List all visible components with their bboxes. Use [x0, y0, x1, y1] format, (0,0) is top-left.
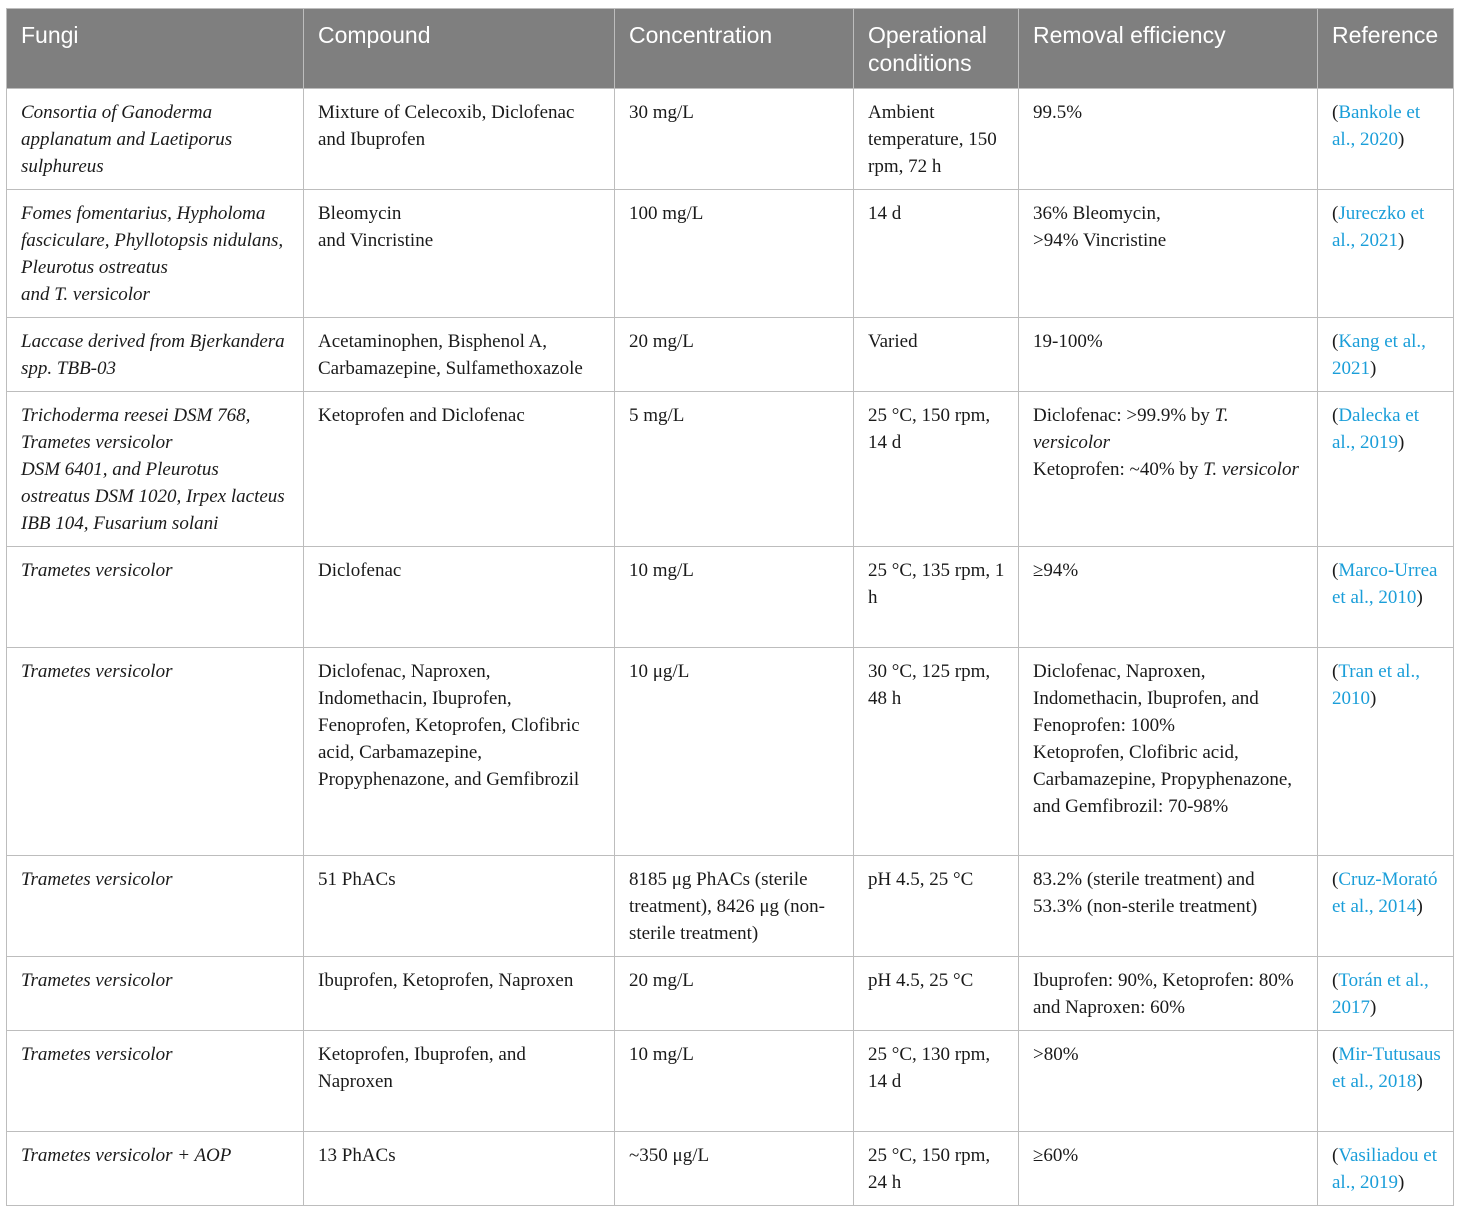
reference-link[interactable]: Marco-Urrea et al., 2010: [1332, 560, 1438, 608]
cell-fungi: Trametes versicolor: [7, 1031, 304, 1132]
header-removal-efficiency: Removal efficiency: [1019, 9, 1318, 89]
cell-compound: Diclofenac: [304, 547, 615, 648]
efficiency-text: Diclofenac: >99.9% by: [1033, 405, 1215, 426]
cell-concentration: 10 mg/L: [615, 547, 854, 648]
cell-fungi: Trametes versicolor + AOP: [7, 1132, 304, 1206]
cell-compound: Ketoprofen, Ibuprofen, and Naproxen: [304, 1031, 615, 1132]
reference-link[interactable]: Tran et al., 2010: [1332, 661, 1420, 709]
cell-conditions: 25 °C, 150 rpm, 24 h: [854, 1132, 1019, 1206]
cell-fungi: Trametes versicolor: [7, 856, 304, 957]
reference-link[interactable]: Vasiliadou et al., 2019: [1332, 1145, 1438, 1193]
table-row: [7, 856, 1454, 957]
cell-compound: 51 PhACs: [304, 856, 615, 957]
header-reference: Reference: [1318, 9, 1454, 89]
cell-fungi: Trichoderma reesei DSM 768, Trametes versicolor DSM 6401, and Pleurotus ostreatus DSM 1020, Irpex lacteus IBB 104, Fusarium solani: [7, 392, 304, 547]
cell-efficiency: [1019, 392, 1318, 547]
cell-reference: (Dalecka et al., 2019): [1318, 392, 1454, 547]
table-row: [7, 1132, 1454, 1206]
table-row: [7, 190, 1454, 318]
header-operational-conditions: Operational conditions: [854, 9, 1019, 89]
reference-link[interactable]: Kang et al., 2021: [1332, 331, 1426, 379]
cell-fungi: Trametes versicolor: [7, 957, 304, 1031]
cell-compound: Acetaminophen, Bisphenol A, Carbamazepine, Sulfamethoxazole: [304, 318, 615, 392]
reference-link[interactable]: Torán et al., 2017: [1332, 970, 1429, 1018]
cell-conditions: 25 °C, 135 rpm, 1 h: [854, 547, 1019, 648]
cell-conditions: 25 °C, 130 rpm, 14 d: [854, 1031, 1019, 1132]
cell-concentration: 10 mg/L: [615, 1031, 854, 1132]
header-compound: Compound: [304, 9, 615, 89]
reference-link[interactable]: Mir-Tutusaus et al., 2018: [1332, 1044, 1441, 1092]
cell-conditions: 25 °C, 150 rpm, 14 d: [854, 392, 1019, 547]
cell-fungi: Trametes versicolor: [7, 547, 304, 648]
table-row: [7, 392, 1454, 547]
cell-efficiency: 36% Bleomycin, >94% Vincristine: [1019, 190, 1318, 318]
header-fungi: Fungi: [7, 9, 304, 89]
cell-efficiency: >80%: [1019, 1031, 1318, 1132]
cell-efficiency: ≥60%: [1019, 1132, 1318, 1206]
cell-concentration: 20 mg/L: [615, 957, 854, 1031]
cell-compound: 13 PhACs: [304, 1132, 615, 1206]
header-concentration: Concentration: [615, 9, 854, 89]
cell-concentration: 8185 μg PhACs (sterile treatment), 8426 μg (non-sterile treatment): [615, 856, 854, 957]
table-row: [7, 318, 1454, 392]
cell-reference: (Bankole et al., 2020): [1318, 89, 1454, 190]
cell-concentration: 5 mg/L: [615, 392, 854, 547]
cell-efficiency: 99.5%: [1019, 89, 1318, 190]
species-name: T. versicolor: [1033, 405, 1229, 453]
cell-conditions: 30 °C, 125 rpm, 48 h: [854, 648, 1019, 856]
header-row: [7, 9, 1454, 89]
cell-concentration: 30 mg/L: [615, 89, 854, 190]
cell-conditions: pH 4.5, 25 °C: [854, 856, 1019, 957]
cell-compound: Ketoprofen and Diclofenac: [304, 392, 615, 547]
cell-concentration: ~350 μg/L: [615, 1132, 854, 1206]
table-row: [7, 547, 1454, 648]
table-row: [7, 1031, 1454, 1132]
cell-reference: (Cruz-Morató et al., 2014): [1318, 856, 1454, 957]
cell-conditions: pH 4.5, 25 °C: [854, 957, 1019, 1031]
cell-compound: Mixture of Celecoxib, Diclofenac and Ibuprofen: [304, 89, 615, 190]
cell-reference: (Vasiliadou et al., 2019): [1318, 1132, 1454, 1206]
cell-reference: (Tran et al., 2010): [1318, 648, 1454, 856]
cell-compound: Bleomycin and Vincristine: [304, 190, 615, 318]
reference-link[interactable]: Jureczko et al., 2021: [1332, 203, 1425, 251]
reference-link[interactable]: Bankole et al., 2020: [1332, 102, 1421, 150]
cell-compound: Ibuprofen, Ketoprofen, Naproxen: [304, 957, 615, 1031]
cell-reference: (Kang et al., 2021): [1318, 318, 1454, 392]
table-row: [7, 957, 1454, 1031]
cell-fungi: Fomes fomentarius, Hypholoma fasciculare, Phyllotopsis nidulans, Pleurotus ostreatus and T. versicolor: [7, 190, 304, 318]
cell-efficiency: 83.2% (sterile treatment) and 53.3% (non-sterile treatment): [1019, 856, 1318, 957]
cell-fungi: Laccase derived from Bjerkandera spp. TBB-03: [7, 318, 304, 392]
cell-reference: (Jureczko et al., 2021): [1318, 190, 1454, 318]
table-row: [7, 89, 1454, 190]
reference-link[interactable]: Cruz-Morató et al., 2014: [1332, 869, 1438, 917]
cell-reference: (Mir-Tutusaus et al., 2018): [1318, 1031, 1454, 1132]
cell-reference: (Torán et al., 2017): [1318, 957, 1454, 1031]
table-row: [7, 648, 1454, 856]
cell-efficiency: 19-100%: [1019, 318, 1318, 392]
cell-conditions: Varied: [854, 318, 1019, 392]
cell-reference: (Marco-Urrea et al., 2010): [1318, 547, 1454, 648]
cell-efficiency: Diclofenac, Naproxen, Indomethacin, Ibuprofen, and Fenoprofen: 100% Ketoprofen, Clofibric acid, Carbamazepine, Propyphenazone, and Gemfibrozil: 70-98%: [1019, 648, 1318, 856]
cell-efficiency: Ibuprofen: 90%, Ketoprofen: 80% and Naproxen: 60%: [1019, 957, 1318, 1031]
cell-conditions: 14 d: [854, 190, 1019, 318]
cell-efficiency: ≥94%: [1019, 547, 1318, 648]
cell-concentration: 10 μg/L: [615, 648, 854, 856]
cell-concentration: 20 mg/L: [615, 318, 854, 392]
fungi-removal-table: [6, 8, 1454, 1206]
reference-link[interactable]: Dalecka et al., 2019: [1332, 405, 1420, 453]
cell-compound: Diclofenac, Naproxen, Indomethacin, Ibuprofen, Fenoprofen, Ketoprofen, Clofibric acid, Carbamazepine, Propyphenazone, and Gemfibrozil: [304, 648, 615, 856]
cell-concentration: 100 mg/L: [615, 190, 854, 318]
species-name: T. versicolor: [1203, 459, 1299, 480]
cell-fungi: Consortia of Ganoderma applanatum and Laetiporus sulphureus: [7, 89, 304, 190]
cell-conditions: Ambient temperature, 150 rpm, 72 h: [854, 89, 1019, 190]
efficiency-text: Ketoprofen: ~40% by: [1033, 459, 1199, 480]
cell-fungi: Trametes versicolor: [7, 648, 304, 856]
